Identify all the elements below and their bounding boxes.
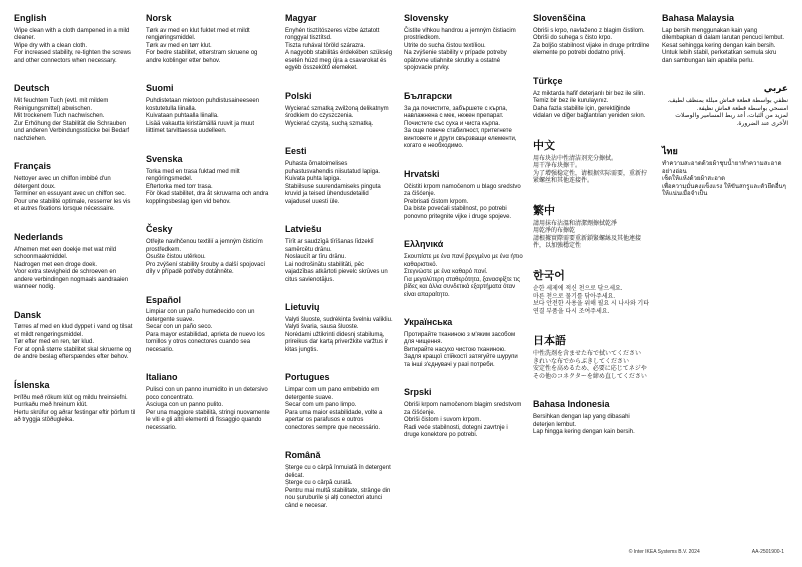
lang-block-arabic [662, 84, 788, 128]
column-2 [146, 14, 274, 451]
lang-title-deutsch: Deutsch [14, 83, 50, 94]
instruction-text: Secar com um pano limpo. [285, 402, 357, 409]
instruction-text: Obriši s krpo, navlaženo z blagim čistilom. [533, 27, 645, 34]
instruction-text: Nettoyer avec un chiffon imbibé d'un détergent doux. [14, 176, 111, 190]
instruction-text: 用干净布块擦干。 [533, 163, 582, 170]
instruction-text: Lai nodrošinātu stabilitāti, pēc vajadzības atkārtoti pievelc skrūves un citus savienotājus. [285, 261, 388, 283]
lang-title-eesti: Eesti [285, 146, 307, 157]
instruction-text: Tiszta ruhával töröld szárazra. [285, 42, 366, 49]
instruction-text: Lap bersih menggunakan kain yang dilembapkan di dalam larutan pencuci lembut. [662, 27, 785, 42]
lang-title-magyar: Magyar [285, 13, 317, 23]
lang-title-espanol: Español [146, 294, 182, 305]
instruction-text: 为了增强稳定性，请根据实际需要，重新拧紧螺丝和其他连接件。 [533, 170, 648, 185]
lang-block-srpski [404, 388, 524, 439]
instruction-text: Stabiilsuse suurendamiseks pinguta kruvid ja teised ühendusdetailid vajadusel uuesti üle. [285, 183, 381, 205]
instruction-text: Para mayor estabilidad, aprieta de nuevo los tornillos y otros conectores cuando sea necesario. [146, 331, 265, 353]
instruction-text: Wipe clean with a cloth dampened in a mild cleaner. [14, 27, 130, 42]
lang-block-latviesu [285, 225, 393, 284]
instruction-text: きれいな布でからぶきしてください [533, 358, 630, 365]
instruction-text: Limpiar con un paño humedecido con un detergente suave. [146, 309, 255, 323]
lang-block-norsk [146, 14, 274, 65]
lang-block-english [14, 14, 136, 65]
instruction-text: Secar con un paño seco. [146, 324, 213, 331]
instruction-text: A nagyobb stabilitás érdekében szükség esetén húzd meg újra a csavarokat és egyéb összekötő elemeket. [285, 50, 393, 72]
instruction-text: Az miktarda hafif deterjanlı bir bez ile silin. [533, 90, 646, 97]
instruction-text: Obriši čistom i suvom krpom. [404, 417, 482, 424]
instruction-text: Wycierać czystą, suchą szmatką. [285, 120, 374, 127]
instruction-text: 請根據實際需要重新鎖緊螺絲及其他連接件，以加強穩定性 [533, 235, 642, 250]
lang-block-korean [533, 270, 651, 316]
lang-title-chinese-simplified: 中文 [533, 139, 555, 152]
column-6 [662, 14, 788, 218]
instruction-text: Mit trockenem Tuch nachwischen. [14, 113, 105, 120]
instruction-text: Pentru mai multă stabilitate, strânge din nou șuruburile și alți conectori atunci când e necesar. [285, 487, 391, 509]
lang-title-ellinika: Ελληνικά [404, 239, 444, 250]
lang-title-dansk: Dansk [14, 309, 42, 320]
instruction-text: Terminer en essuyant avec un chiffon sec. [14, 191, 126, 198]
instruction-text: Para uma maior estabilidade, volte a apertar os parafusos e outros conectores sempre que necessário. [285, 409, 383, 431]
instruction-text: Pro zvýšení stability šrouby a další spojovací díly v případě potřeby dotáhněte. [146, 261, 266, 276]
instruction-text: Nadrogen met een droge doek. [14, 261, 98, 268]
lang-title-polski: Polski [285, 90, 312, 101]
instruction-text: نظفي بواسطة قطعة قماش مبللة بمنظف لطيف. [667, 98, 788, 105]
lang-title-francais: Français [14, 161, 52, 172]
instruction-text: Tør efter med en ren, tør klud. [14, 339, 95, 346]
footer [629, 549, 784, 555]
instruction-text: Limpar com um pano embebido em detergente suave. [285, 387, 380, 401]
instruction-text: Valyti šluoste, sudrėkinta švelniu valikliu. [285, 316, 393, 323]
lang-block-nederlands [14, 233, 136, 292]
lang-title-norsk: Norsk [146, 13, 172, 23]
instruction-text: Per una maggiore stabilità, stringi nuovamente le viti e gli altri elementi di fissaggio quando necessario. [146, 409, 270, 431]
lang-title-romana: Română [285, 450, 321, 461]
instruction-text: Задля кращої стійкості затягуйте шурупи та інші з'єднувачі у разі потреби. [404, 354, 518, 368]
lang-block-ellinika [404, 240, 524, 299]
lang-block-chinese-simplified [533, 140, 651, 186]
instruction-text: Протирайте тканиною з м'яким засобом для чищення. [404, 331, 516, 346]
instruction-text: Norėdami užtikrinti didesnį stabilumą, prireikus dar kartą priveržkite varžtus ir kitas jungtis. [285, 331, 389, 353]
instruction-text: Pour une stabilité optimale, resserrer les vis et autres fixations lorsque nécessaire. [14, 198, 131, 213]
instruction-text: 安定性を高めるため、必要に応じてネジやその他のコネクターを締め直してください [533, 366, 647, 380]
lang-title-ukrainska: Українська [404, 317, 453, 328]
lang-block-suomi [146, 84, 274, 135]
instruction-text: Kuivataan puhtaalla liinalla. [146, 113, 219, 120]
instruction-text: För ökad stabilitet, dra åt skruvarna och andra kopplingsbeslag igen vid behov. [146, 191, 269, 205]
lang-title-bahasa-indonesia: Bahasa Indonesia [533, 399, 610, 410]
instruction-text: Puhdistetaan mietoon puhdistusaineeseen kostutetulla liinalla. [146, 98, 260, 112]
instruction-text: Tørres af med en klud dyppet i vand og tilsat et mildt rengøringsmiddel. [14, 324, 133, 338]
lang-title-slovenscina: Slovenščina [533, 13, 586, 23]
lang-block-ukrainska [404, 318, 524, 369]
instruction-text: Þrífðu með rökum klút og mildu hreinsiefni. [14, 394, 128, 401]
instruction-text: Στεγνώστε με ένα καθαρό πανί. [404, 269, 488, 276]
lang-block-italiano [146, 373, 274, 432]
lang-block-polski [285, 92, 393, 128]
instruction-text: Tørk av med en tørr klut. [146, 42, 212, 49]
instruction-text: Wipe dry with a clean cloth. [14, 42, 88, 49]
lang-title-arabic: عربي [763, 83, 788, 94]
instruction-text: Očistiti krpom namočenom u blago sredstvo za čišćenje. [404, 183, 521, 198]
lang-block-romana [285, 451, 393, 510]
lang-block-japanese [533, 335, 651, 381]
instruction-text: Afnemen met een doekje met wat mild schoonmaakmiddel. [14, 246, 117, 261]
lang-block-bahasa-malaysia [662, 14, 788, 65]
lang-block-portugues [285, 373, 393, 432]
instruction-text: Obriši do suhega s čisto krpo. [533, 35, 613, 42]
lang-title-svenska: Svenska [146, 153, 183, 164]
lang-title-portugues: Portugues [285, 372, 330, 383]
instruction-text: Kesat sehingga kering dengan kain bersih. [662, 42, 776, 49]
instruction-text: Lisää vakautta kiristämällä ruuvit ja muut liittimet tarvittaessa uudelleen. [146, 120, 255, 135]
lang-title-thai: ไทย [662, 146, 678, 157]
instruction-text: Tørk av med en klut fuktet med et mildt rengjøringsmiddel. [146, 27, 250, 42]
instruction-text: Osušte čistou utěrkou. [146, 254, 206, 261]
instruction-text: Daha fazla stabilite için, gerektiğinde vidaları ve diğer bağlantıları yeniden sıkın. [533, 105, 646, 120]
instruction-text: Για μεγαλύτερη σταθερότητα, ξανασφίξτε τις βίδες και άλλα συνδετικά εξαρτήματα όταν είναι απαραίτητο. [404, 276, 521, 298]
instruction-text: เพื่อความมั่นคงแข็งแรง ให้ขันสกรูและตัวยึดอื่นๆ ให้แน่นเมื่อจำเป็น [662, 183, 786, 198]
lang-title-japanese: 日本語 [533, 335, 566, 348]
column-4 [404, 14, 524, 459]
instruction-text: Pulisci con un panno inumidito in un detersivo poco concentrato. [146, 387, 268, 401]
instruction-text: For increased stability, re-tighten the screws and other connectors when necessary. [14, 50, 131, 64]
instruction-text: Torka med en trasa fuktad med milt rengöringsmedel. [146, 168, 240, 183]
lang-block-francais [14, 162, 136, 213]
instruction-text: ทำความสะอาดด้วยผ้าชุบน้ำยาทำความสะอาดอย่างอ่อน [662, 161, 782, 175]
instruction-text: За още повече стабилност, притегнете винтовете и други свързващи елементи, когато е необходимо. [404, 128, 517, 150]
instruction-text: Витирайте насухо чистою тканиною. [404, 346, 506, 353]
instruction-text: امسحي بواسطة قطعة قماش نظيفة. [696, 105, 788, 112]
lang-block-thai [662, 147, 788, 198]
instruction-text: For at opnå større stabilitet skal skruerne og de andre beslag efterspændes efter behov. [14, 346, 132, 361]
lang-title-srpski: Srpski [404, 387, 432, 398]
lang-title-suomi: Suomi [146, 83, 174, 94]
lang-block-hrvatski [404, 170, 524, 221]
instruction-text: Da biste povećali stabilnost, po potrebi ponovno pritegnite vijke i druge spojeve. [404, 206, 512, 220]
lang-title-lietuviu: Lietuvių [285, 302, 320, 313]
lang-title-latviesu: Latviešu [285, 224, 322, 235]
instruction-text: Prebrisati čistom krpom. [404, 198, 469, 205]
instruction-text: Puhasta õrnatoimelises puhastusvahendis niisutatud lapiga. [285, 161, 381, 175]
lang-title-korean: 한국어 [533, 269, 565, 282]
instruction-text: Eftertorka med torr trasa. [146, 183, 213, 190]
lang-block-turkce [533, 77, 651, 121]
instruction-text: Σκουπίστε με ένα πανί βρεγμένο με ένα ήπιο καθαριστικό. [404, 254, 523, 268]
instruction-text: Tīrīt ar saudzīgā tīrīšanas līdzeklī samērcētu drānu. [285, 239, 374, 253]
instruction-text: Temiz bir bez ile kurulayınız. [533, 98, 609, 105]
instruction-text: 請用抹布沾溫和清潔劑擦拭乾淨 [533, 220, 618, 227]
instruction-text: For bedre stabilitet, etterstram skruene og andre koblinger etter behov. [146, 50, 258, 64]
lang-block-cesky [146, 225, 274, 276]
lang-block-deutsch [14, 84, 136, 143]
instruction-text: 순한 세제에 적신 천으로 닦으세요. [533, 286, 623, 293]
lang-block-eesti [285, 147, 393, 206]
lang-title-turkce: Türkçe [533, 75, 563, 86]
instruction-text: Șterge cu o cârpă înmuiată în detergent delicat. [285, 465, 391, 479]
instruction-text: Enyhén tisztítószeres vízbe áztatott ronggyal tisztítsd. [285, 27, 380, 42]
lang-title-bulgarski: Български [404, 90, 453, 101]
lang-title-nederlands: Nederlands [14, 231, 64, 242]
instruction-text: Voor extra stevigheid de schroeven en andere verbindingen nogmaals aandraaien wanneer nodig. [14, 269, 129, 291]
lang-block-slovenscina [533, 14, 651, 58]
instruction-text: Noslaucīt ar tīru drānu. [285, 254, 347, 261]
instruction-text: Čistite vlhkou handrou a jemným čistiacim prostriedkom. [404, 27, 516, 42]
instruction-text: Почистете със суха и чиста кърпа. [404, 120, 500, 127]
instruction-text: 中性洗剤を含ませた布で拭いてください [533, 351, 642, 358]
column-1 [14, 14, 136, 444]
lang-block-espanol [146, 296, 274, 355]
lang-title-chinese-traditional: 繁中 [533, 204, 555, 217]
lang-title-bahasa-malaysia: Bahasa Malaysia [662, 13, 735, 23]
instruction-text: Mit feuchtem Tuch (evtl. mit mildem Reinigungsmittel) abwischen. [14, 98, 109, 112]
lang-title-italiano: Italiano [146, 372, 178, 383]
instruction-text: Otřejte navlhčenou textilií a jemným čisticím prostředkem. [146, 239, 263, 253]
column-5 [533, 14, 651, 456]
lang-title-islenska: Íslenska [14, 379, 50, 390]
instruction-text: Za boljšo stabilnost vijake in druge pritrdilne elemente po potrebi dodatno privij. [533, 42, 650, 57]
lang-title-slovensky: Slovensky [404, 13, 449, 23]
instruction-text: Wycierać szmatką zwilżoną delikatnym środkiem do czyszczenia. [285, 105, 389, 120]
lang-block-chinese-traditional [533, 205, 651, 251]
instruction-text: 보다 안전한 사용을 위해 필요 시 나사와 기타 연결 부품을 다시 조여주세요. [533, 301, 649, 315]
column-3 [285, 14, 393, 529]
instruction-text: 用布块沾中性清洁剂充分擦拭。 [533, 155, 618, 162]
instruction-text: Kuivata puhta lapiga. [285, 176, 342, 183]
instruction-text: Zur Erhöhung der Stabilität die Schrauben und anderen Verbindungsstücke bei Bedarf nachziehen. [14, 120, 130, 142]
instruction-text: 마른 천으로 물기를 닦아주세요. [533, 293, 616, 300]
lang-block-slovensky [404, 14, 524, 73]
copyright-text: © Inter IKEA Systems B.V. 2024 [628, 549, 700, 555]
instruction-text: Radi veće stabilnosti, dotegni zavrtnje i druge konektore po potrebi. [404, 424, 508, 439]
instruction-text: Asciuga con un panno pulito. [146, 402, 224, 409]
instruction-text: Þurrkaðu með hreinum klút. [14, 402, 88, 409]
lang-block-lietuviu [285, 303, 393, 354]
instruction-text: Valyti švaria, sausa šluoste. [285, 324, 359, 331]
instruction-text: لمزيد من الثبات، أعد ربط المسامير والوصلات الأخرى عند الضرورة. [675, 113, 788, 127]
lang-title-cesky: Česky [146, 224, 173, 235]
instruction-text: Obriši krpom namočenom blagim sredstvom za čišćenje. [404, 402, 522, 416]
instruction-text: Lap hingga kering dengan kain bersih. [533, 429, 635, 436]
lang-block-bahasa-indonesia [533, 400, 651, 436]
instruction-text: Bersihkan dengan lap yang dibasahi deterjen lembut. [533, 414, 630, 428]
document-number: AA-2501900-1 [751, 549, 784, 555]
lang-block-bulgarski [404, 92, 524, 151]
lang-title-english: English [14, 13, 47, 23]
instruction-text: Utrite do sucha čistou textíliou. [404, 42, 486, 49]
instruction-text: 用乾淨的布擦乾 [533, 228, 576, 235]
lang-title-hrvatski: Hrvatski [404, 168, 440, 179]
lang-block-islenska [14, 381, 136, 425]
lang-block-dansk [14, 311, 136, 362]
instruction-text: Șterge cu o cârpă curată. [285, 480, 353, 487]
lang-block-magyar [285, 14, 393, 73]
instruction-text: Na zvýšenie stability v prípade potreby opätovne utiahnite skrutky a ostatné spojovacie prvky. [404, 50, 507, 72]
lang-block-svenska [146, 155, 274, 206]
instruction-text: เช็ดให้แห้งด้วยผ้าสะอาด [662, 176, 726, 183]
instruction-text: Hertu skrúfur og aðrar festingar eftir þörfum til að tryggja stöðugleika. [14, 409, 136, 424]
instruction-text: Untuk lebih stabil, perketatkan semula skru dan sambungan lain apabila perlu. [662, 50, 777, 64]
instruction-text: За да почистите, забършете с кърпа, навлажнена с мек, нежен препарат. [404, 105, 508, 120]
